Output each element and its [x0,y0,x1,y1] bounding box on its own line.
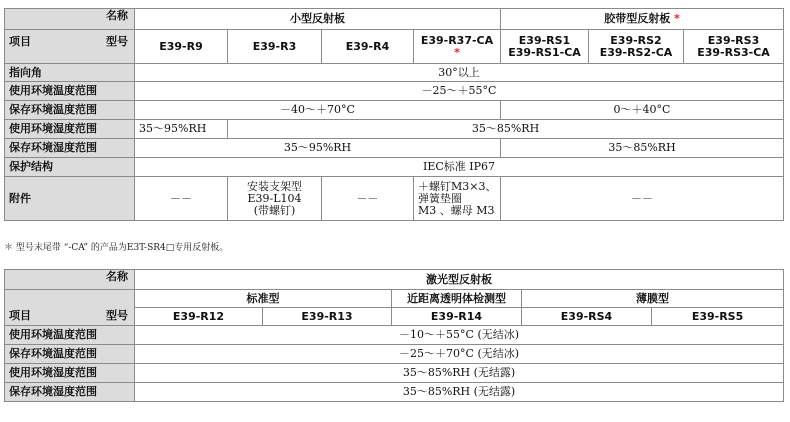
model-label: 型号 [106,35,128,48]
accessory-r37 [414,177,501,221]
operating-humidity-value-2: 35～85%RH (无结露) [135,364,784,383]
name-header-cell-2 [5,270,135,290]
protection-value: IEC标准 IP67 [135,158,784,177]
model-e39-rs4: E39-RS4 [522,308,652,326]
model-e39-r37-ca [414,30,501,64]
accessory-r3-line3: (带螺钉) [253,203,296,217]
accessory-r3 [228,177,322,221]
item-model-header-cell-2 [5,290,135,326]
model-e39-r9: E39-R9 [135,30,228,64]
accessory-r37-line3: M3 、螺母 M3 [418,203,495,217]
accessory-r37-line1: ＋螺钉M3×3、 [418,179,497,193]
reflector-spec-table-laser [4,269,784,402]
storage-temp-value-2: －25～＋70°C (无结冰) [135,345,784,364]
model-rs2-label: E39-RS2 [610,33,662,47]
sub-film-type: 薄膜型 [522,290,784,308]
row-label-operating-temp: 使用环境温度范围 [5,82,135,101]
star-mark: * [454,45,460,59]
model-e39-rs3 [684,30,784,64]
model-e39-r4: E39-R4 [322,30,414,64]
row-label-protection: 保护结构 [5,158,135,177]
operating-temp-value: －25～＋55°C [135,82,784,101]
model-e39-r12: E39-R12 [135,308,263,326]
operating-humidity-r9: 35～95%RH [135,120,228,139]
row-label-storage-humidity-2: 保存环境湿度范围 [5,383,135,402]
row-label-operating-temp-2: 使用环境温度范围 [5,326,135,345]
item-label: 项目 [9,35,31,48]
accessory-r3-line1: 安装支架型 [247,179,302,193]
name-label-2: 名称 [106,270,128,283]
accessory-r3-line2: E39-L104 [247,191,302,205]
name-label: 名称 [106,9,128,22]
accessory-r9: －－ [135,177,228,221]
storage-humidity-tape: 35～85%RH [501,139,784,158]
model-rs3ca-label: E39-RS3-CA [697,45,770,59]
row-label-operating-humidity-2: 使用环境湿度范围 [5,364,135,383]
angle-value: 30°以上 [135,64,784,82]
group-small-reflector: 小型反射板 [135,9,501,30]
storage-temp-small: －40～＋70°C [135,101,501,120]
model-r37-label: E39-R37-CA [420,33,494,47]
model-e39-rs5: E39-RS5 [652,308,784,326]
star-mark: * [674,12,680,25]
model-rs3-label: E39-RS3 [707,33,760,47]
model-e39-rs2 [589,30,684,64]
row-label-storage-temp: 保存环境温度范围 [5,101,135,120]
model-rs1-label: E39-RS1 [518,33,571,47]
item-model-header-cell [5,30,135,64]
group-tape-label: 胶带型反射板 [604,12,671,25]
model-rs1ca-label: E39-RS1-CA [508,45,581,59]
operating-humidity-rest: 35～85%RH [228,120,784,139]
storage-humidity-value-2: 35～85%RH (无结露) [135,383,784,402]
row-label-operating-humidity: 使用环境湿度范围 [5,120,135,139]
sub-transparent-type: 近距离透明体检测型 [392,290,522,308]
row-label-accessories: 附件 [5,177,135,221]
model-rs2ca-label: E39-RS2-CA [599,45,673,59]
item-label-2: 项目 [9,309,31,322]
model-label-2: 型号 [106,309,128,322]
sub-standard-type: 标准型 [135,290,392,308]
row-label-storage-temp-2: 保存环境温度范围 [5,345,135,364]
storage-temp-tape: 0～＋40°C [501,101,784,120]
storage-humidity-small: 35～95%RH [135,139,501,158]
reflector-spec-table-small-tape [4,8,784,221]
model-e39-r3: E39-R3 [228,30,322,64]
accessory-r37-line2: 弹簧垫圈 [418,191,462,205]
model-e39-r13: E39-R13 [263,308,392,326]
group-laser-reflector: 激光型反射板 [135,270,784,290]
model-e39-rs1 [501,30,589,64]
operating-temp-value-2: －10～＋55°C (无结冰) [135,326,784,345]
name-header-cell [5,9,135,30]
footnote: ＊ 型号末尾带 “-CA” 的产品为E3T-SR4□专用反射板。 [4,243,229,253]
group-tape-reflector [501,9,784,30]
model-e39-r14: E39-R14 [392,308,522,326]
accessory-r4: －－ [322,177,414,221]
accessory-tape: －－ [501,177,784,221]
row-label-storage-humidity: 保存环境湿度范围 [5,139,135,158]
row-label-angle: 指向角 [5,64,135,82]
